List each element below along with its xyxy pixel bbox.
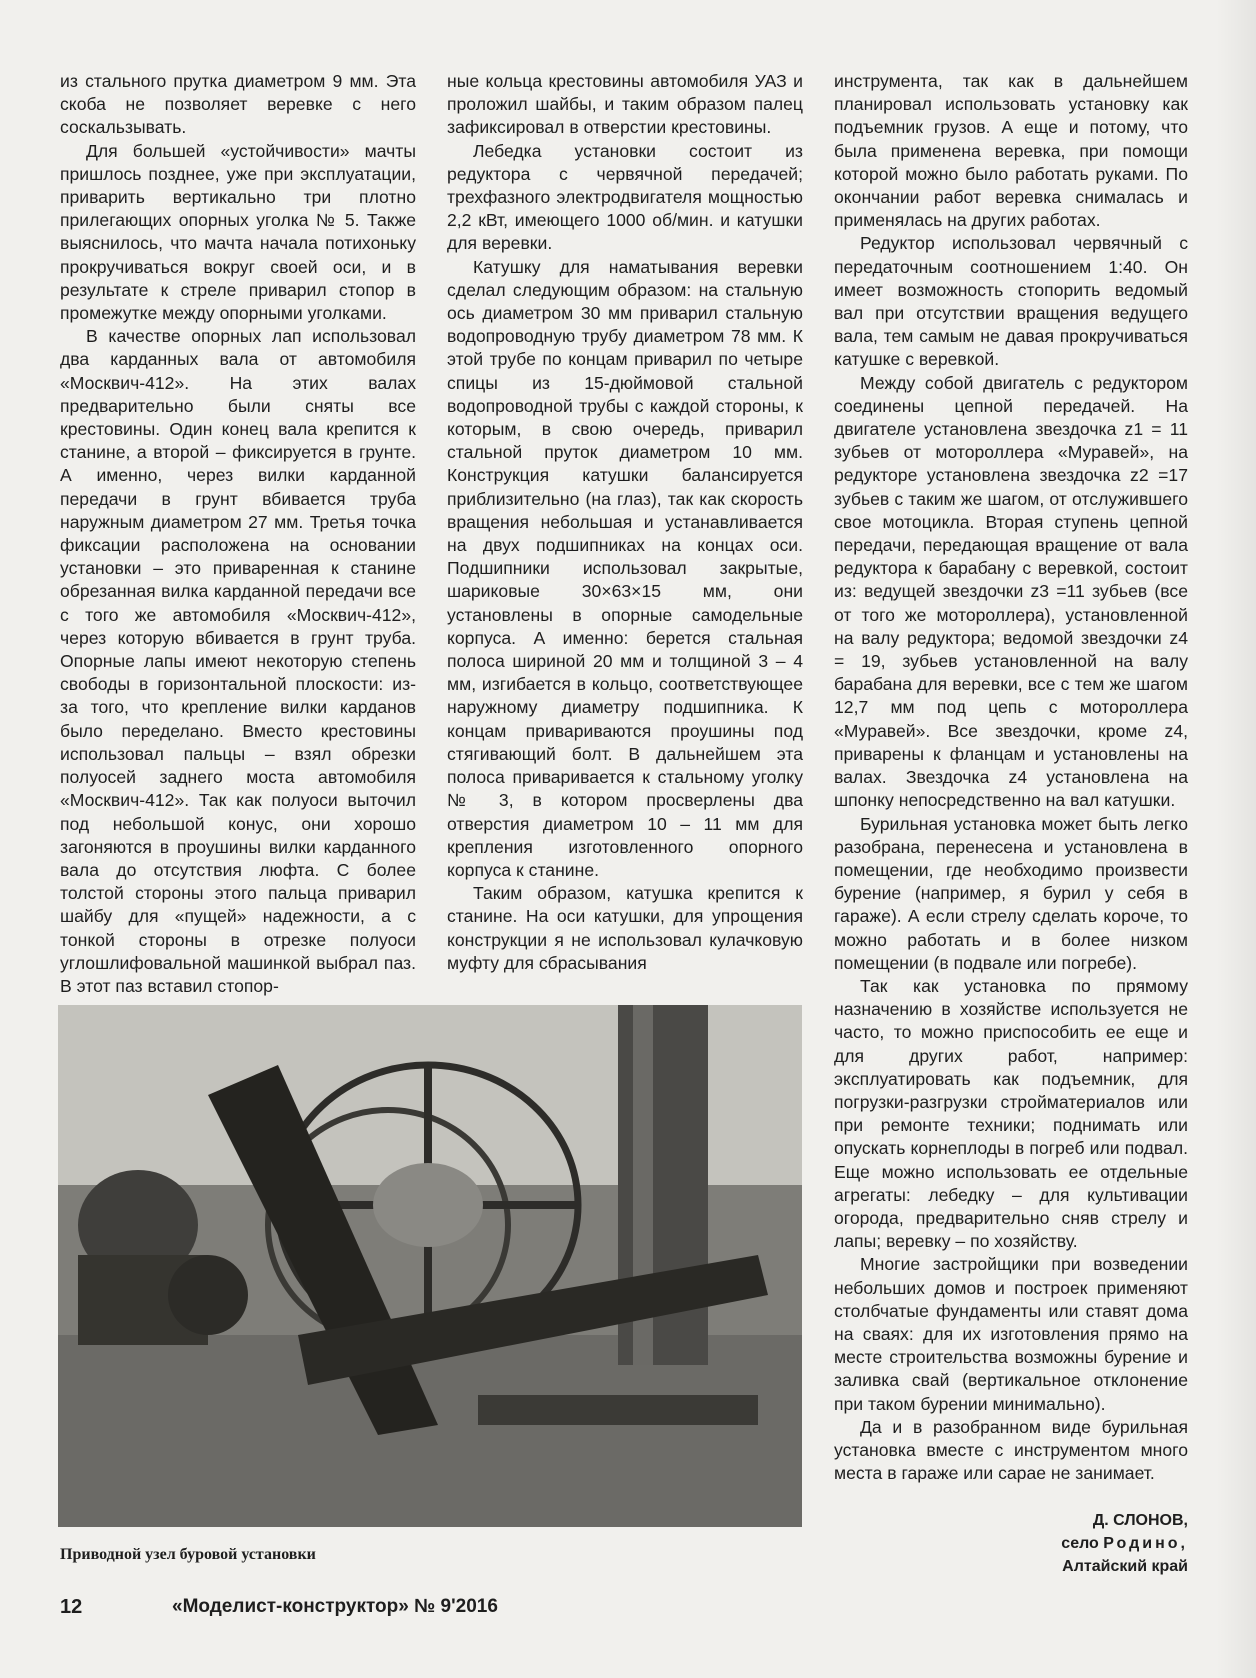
paragraph: Так как установка по прямому назначению в хозяйстве используется не часто, то можно приспособить ее еще и для других работ, например: эксплуатировать как подъемник, для погрузки-разгрузки стройматериалов или при ремонте техники; поднимать или опускать корнеплоды в погреб или подвал. Еще можно использовать ее отдельные агрегаты: лебедку – для культивации огорода, предварительно сняв стрелу и лапы; веревку – по хозяйству.: [834, 975, 1188, 1252]
paragraph: Лебедка установки состоит из редуктора с червячной передачей; трехфазного электродвигателя мощностью 2,2 кВт, имеющего 1000 об/мин. и катушки для веревки.: [447, 140, 803, 254]
photo-caption: Приводной узел буровой установки: [60, 1546, 316, 1563]
page-number: 12: [60, 1596, 83, 1618]
paragraph: Таким образом, катушка крепится к станине. На оси катушки, для упрощения конструкции я не использовал кулачковую муфту для сбрасывания: [447, 883, 803, 973]
base-beam: [478, 1395, 758, 1425]
paragraph: Да и в разобранном виде бурильная установка вместе с инструментом много места в гараже или сарае не занимает.: [834, 1416, 1188, 1484]
author-village: [930, 1532, 1188, 1555]
paragraph: Катушку для наматывания веревки сделал следующим образом: на стальную ось диаметром 30 мм приварил стальную водопроводную трубу диаметром 78 мм. К этой трубе по концам приварил по четыре спицы из 15-дюймовой стальной водопроводной трубы с каждой стороны, к которым, в свою очередь, приварил стальной пруток диаметром 10 мм. Конструкция катушки балансируется приблизительно (на глаз), так как скорость вращения небольшая и устанавливается на двух подшипниках на концах оси. Подшипники использовал закрытые, шариковые 30×63×15 мм, они установлены в опорные самодельные корпуса. А именно: берется стальная полоса шириной 20 мм и толщиной 3 – 4 мм, изгибается в кольцо, соответствующее наружному диаметру подшипника. К концам привариваются проушины под стягивающий болт. В дальнейшем эта полоса приваривается к стальному уголку № 3, в котором просверлены два отверстия диаметром 10 – 11 мм для крепления изготовленного опорного корпуса к станине.: [447, 256, 803, 880]
paragraph: инструмента, так как в дальнейшем планировал использовать установку как подъемник грузов. А еще и потому, что была применена веревка, при помощи которой можно было работать руками. По окончании работ веревка снималась и применялась на других работах.: [834, 71, 1188, 231]
article-column-3: [834, 70, 1188, 1485]
drive-unit-photo: [58, 1005, 802, 1527]
photo-illustration: [58, 1005, 802, 1527]
paragraph: Между собой двигатель с редуктором соединены цепной передачей. На двигателе установлена звездочка z1 = 11 зубьев от мотороллера «Муравей», на редукторе установлена звездочка z2 =17 зубьев с таким же шагом, от отслужившего свое мотоцикла. Вторая ступень цепной передачи, передающая вращение от вала редуктора к барабану с веревкой, состоит из: ведущей звездочки z3 =11 зубьев (все от того же мотороллера), установленной на валу редуктора; ведомой звездочки z4 = 19, зубьев установленной на валу барабана для веревки, все с тем же шагом 12,7 мм под цепь с мотороллера «Муравей». Все звездочки, кроме z4, приварены к фланцам и установлены на валах. Звездочка z4 установлена на шпонку непосредственно на вал катушки.: [834, 372, 1188, 811]
paragraph: Для большей «устойчивости» мачты пришлось позднее, уже при эксплуатации, приварить вертикально три плотно прилегающих опорных уголка № 5. Также выяснилось, что мачта начала потихоньку прокручиваться вокруг своей оси, и в результате к стреле приварил стопор в промежутке между опорными уголками.: [60, 140, 416, 324]
author-signature: [930, 1509, 1188, 1578]
paragraph: В качестве опорных лап использовал два карданных вала от автомобиля «Москвич-412». На этих валах предварительно были сняты все крестовины. Один конец вала крепится к станине, а второй – фиксируется в грунте. А именно, через вилки карданной передачи в грунт вбивается труба наружным диаметром 27 мм. Третья точка фиксации расположена на основании установки – это приваренная к станине обрезанная вилка карданной передачи все с того же автомобиля «Москвич-412», через которую вбивается в грунт труба. Опорные лапы имеют некоторую степень свободы в горизонтальной плоскости: из-за того, что крепление вилки карданов было переделано. Вместо крестовины использовал пальцы – взял обрезки полуосей заднего моста автомобиля «Москвич-412». Так как полуоси выточил под небольшой конус, они хорошо загоняются в проушины вилки карданного вала до отсутствия люфта. С более толстой стороны этого пальца приварил шайбу для «пущей» надежности, а с тонкой стороны в отрезке полуоси углошлифовальной машинкой выбрал паз. В этот паз вставил стопор-: [60, 326, 416, 996]
article-column-1: [60, 70, 416, 998]
paragraph: Бурильная установка может быть легко разобрана, перенесена и установлена в помещении, где необходимо произвести бурение (например, я бурил у себя в гараже). А если стрелу сделать короче, то можно работать и в более низком помещении (в подвале или погребе).: [834, 813, 1188, 973]
village-prefix: село: [1061, 1535, 1099, 1552]
paragraph: Многие застройщики при возведении небольших домов и построек применяют столбчатые фундаменты или ставят дома на сваях: для их изготовления прямо на месте строительства возможны бурение и заливка свай (вертикальное отклонение при таком бурении минимально).: [834, 1254, 1188, 1414]
magazine-issue: «Моделист-конструктор» № 9'2016: [172, 1596, 498, 1617]
paragraph: ные кольца крестовины автомобиля УАЗ и проложил шайбы, и таким образом палец зафиксировал в отверстии крестовины.: [447, 71, 803, 138]
author-region: Алтайский край: [1062, 1558, 1188, 1575]
sprocket: [168, 1255, 248, 1335]
paragraph: из стального прутка диаметром 9 мм. Эта скоба не позволяет веревке с него соскальзывать.: [60, 71, 416, 138]
article-column-2: [447, 70, 803, 975]
village-name: Родино,: [1103, 1535, 1188, 1552]
paragraph: Редуктор использовал червячный с передаточным соотношением 1:40. Он имеет возможность стопорить ведомый вал при отсутствии вращения ведущего вала, тем самым не давая прокручиваться катушке с веревкой.: [834, 233, 1188, 370]
rope-drum: [373, 1163, 483, 1247]
scan-edge-shadow: [1216, 0, 1256, 1678]
author-name: Д. СЛОНОВ,: [1092, 1512, 1188, 1529]
